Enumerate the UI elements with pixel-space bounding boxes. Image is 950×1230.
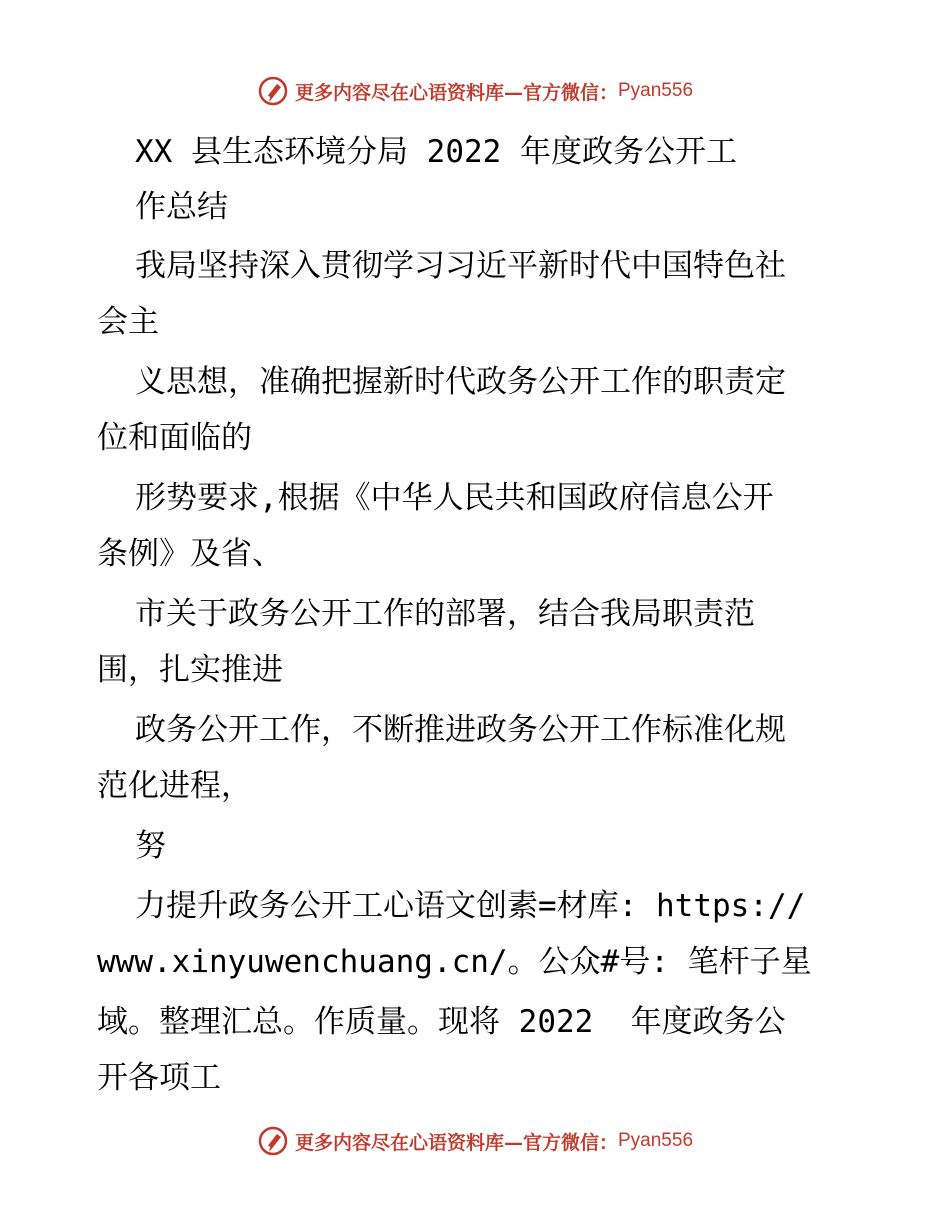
pen-nib-logo-icon bbox=[257, 1125, 289, 1157]
doc-line: 市关于政务公开工作的部署，结合我局职责范 bbox=[135, 596, 755, 632]
header-wechat-id: Pyan556 bbox=[618, 80, 694, 101]
doc-line: 条例》及省、 bbox=[97, 536, 283, 572]
doc-line: 我局坚持深入贯彻学习习近平新时代中国特色社 bbox=[135, 248, 786, 284]
doc-title-line-1: XX 县生态环境分局 2022 年度政务公开工 bbox=[135, 134, 737, 170]
doc-line: 开各项工 bbox=[97, 1060, 221, 1096]
doc-line: 义思想，准确把握新时代政务公开工作的职责定 bbox=[135, 364, 786, 400]
pen-nib-logo-icon bbox=[257, 75, 289, 107]
doc-line: 围，扎实推进 bbox=[97, 652, 283, 688]
doc-line: 域。整理汇总。作质量。现将 2022 年度政务公 bbox=[97, 1004, 786, 1040]
doc-line: 位和面临的 bbox=[97, 420, 252, 456]
doc-line: 形势要求,根据《中华人民共和国政府信息公开 bbox=[135, 480, 774, 516]
doc-line: 会主 bbox=[97, 304, 159, 340]
header-banner-text: 更多内容尽在心语资料库—官方微信： bbox=[294, 81, 618, 104]
doc-line: www.xinyuwenchuang.cn/。公众#号: 笔杆子星 bbox=[97, 944, 812, 980]
doc-title-line-2: 作总结 bbox=[135, 189, 228, 225]
doc-line: 政务公开工作，不断推进政务公开工作标准化规 bbox=[135, 712, 786, 748]
doc-line: 范化进程， bbox=[97, 768, 252, 804]
doc-line: 努 bbox=[135, 828, 166, 864]
doc-line: 力提升政务公开工心语文创素=材库: https:// bbox=[135, 888, 806, 924]
footer-wechat-id: Pyan556 bbox=[618, 1130, 694, 1151]
header-banner bbox=[0, 71, 950, 111]
footer-banner bbox=[0, 1121, 950, 1161]
footer-banner-text: 更多内容尽在心语资料库—官方微信： bbox=[294, 1131, 618, 1154]
